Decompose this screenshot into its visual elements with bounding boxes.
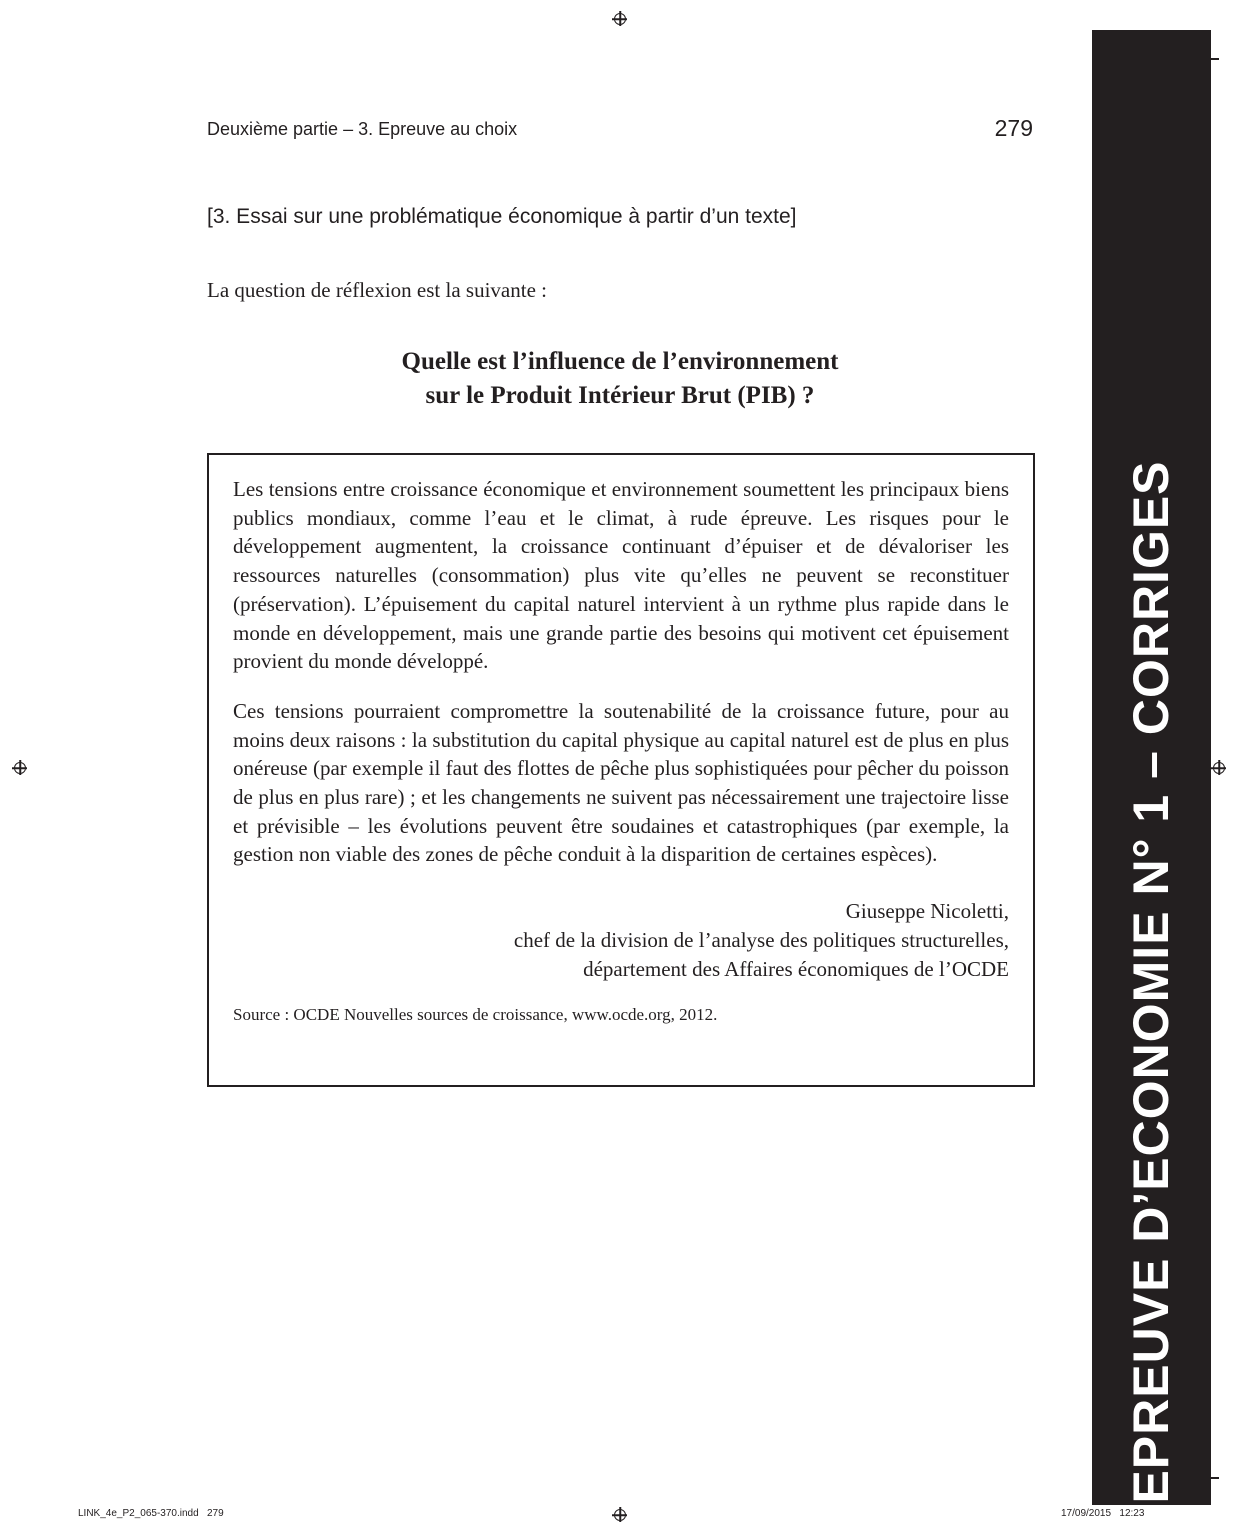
registration-mark-left-icon xyxy=(14,762,26,774)
question-line-2: sur le Produit Intérieur Brut (PIB) ? xyxy=(425,382,815,409)
crop-line-bottom xyxy=(1211,1477,1219,1479)
question-heading xyxy=(207,345,1033,413)
side-tab-label: EPREUVE D’ECONOMIE N° 1 – CORRIGES xyxy=(1123,460,1179,1504)
registration-mark-right-icon xyxy=(1213,762,1225,774)
footer-date: 17/09/2015 12:23 xyxy=(1061,1508,1145,1519)
question-intro: La question de réflexion est la suivante : xyxy=(207,278,547,302)
text-paragraph-2: Ces tensions pourraient compromettre la soutenabilité de la croissance future, pour au moins deux raisons : la substitution du capital physique au capital naturel est de plus en plus onéreuse (par exemple il faut des flottes de pêche plus sophistiquées pour pêcher du poisson de plus en plus rare) ; et les changements ne suivent pas nécessairement une trajectoire lisse et prévisible – les évolutions peuvent être soudaines et catastrophiques (par exemple, la gestion non viable des zones de pêche conduit à la disparition de certaines espèces). xyxy=(233,698,1009,867)
source-text-box xyxy=(207,453,1035,1087)
page-number: 279 xyxy=(994,115,1033,141)
running-head: Deuxième partie – 3. Epreuve au choix xyxy=(207,119,518,139)
signature xyxy=(233,897,1009,983)
signature-role: chef de la division de l’analyse des politiques structurelles, xyxy=(513,927,1009,952)
text-paragraph-1: Les tensions entre croissance économique et environnement soumettent les principaux biens publics mondiaux, comme l’eau et le climat, à rude épreuve. Les risques pour le développement augmentent, la croissance continuant d’épuiser et de dévaloriser les ressources naturelles (consommation) plus vite qu’elles ne peuvent se reconstituer (préservation). L’épuisement du capital naturel intervient à un rythme plus rapide dans le monde en développement, mais une grande partie des besoins qui motivent cet épuisement provient du monde développé. xyxy=(233,477,1009,674)
side-tab xyxy=(1092,30,1211,1505)
signature-name: Giuseppe Nicoletti, xyxy=(845,899,1009,924)
crop-line-top xyxy=(1211,58,1219,60)
section-title: [3. Essai sur une problématique économique à partir d’un texte] xyxy=(207,205,797,228)
source-citation: Source : OCDE Nouvelles sources de croissance, www.ocde.org, 2012. xyxy=(233,1005,718,1025)
registration-mark-bottom-icon xyxy=(614,1509,626,1521)
registration-mark-top-icon xyxy=(614,13,626,25)
footer-file-info: LINK_4e_P2_065-370.indd 279 xyxy=(78,1508,224,1519)
signature-department: département des Affaires économiques de l’OCDE xyxy=(583,956,1009,981)
question-line-1: Quelle est l’influence de l’environnement xyxy=(401,348,839,375)
